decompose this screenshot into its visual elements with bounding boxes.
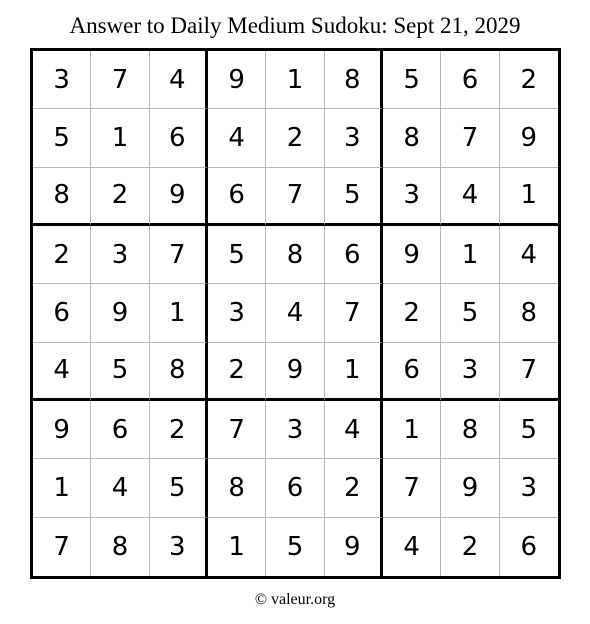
sudoku-cell[interactable]: 6 xyxy=(500,518,558,576)
copyright-footer: © valeur.org xyxy=(254,591,336,608)
sudoku-cell[interactable]: 3 xyxy=(91,226,149,284)
sudoku-cell[interactable]: 7 xyxy=(266,168,324,226)
sudoku-cell[interactable]: 5 xyxy=(91,343,149,401)
sudoku-cell[interactable]: 3 xyxy=(150,518,208,576)
sudoku-cell[interactable]: 6 xyxy=(325,226,383,284)
sudoku-cell[interactable]: 8 xyxy=(325,51,383,109)
sudoku-cell[interactable]: 6 xyxy=(208,168,266,226)
sudoku-cell[interactable]: 3 xyxy=(500,459,558,517)
sudoku-cell[interactable]: 3 xyxy=(383,168,441,226)
sudoku-cell[interactable]: 7 xyxy=(325,284,383,342)
sudoku-cell[interactable]: 6 xyxy=(33,284,91,342)
sudoku-cell[interactable]: 1 xyxy=(266,51,324,109)
sudoku-cell[interactable]: 6 xyxy=(383,343,441,401)
sudoku-cell[interactable]: 5 xyxy=(500,401,558,459)
sudoku-cell[interactable]: 1 xyxy=(325,343,383,401)
sudoku-cell[interactable]: 9 xyxy=(33,401,91,459)
sudoku-cell[interactable]: 4 xyxy=(383,518,441,576)
sudoku-cell[interactable]: 3 xyxy=(33,51,91,109)
sudoku-cell[interactable]: 4 xyxy=(441,168,499,226)
sudoku-cell[interactable]: 2 xyxy=(150,401,208,459)
sudoku-cell[interactable]: 1 xyxy=(500,168,558,226)
sudoku-cell[interactable]: 8 xyxy=(91,518,149,576)
sudoku-cell[interactable]: 9 xyxy=(441,459,499,517)
sudoku-cell[interactable]: 3 xyxy=(266,401,324,459)
sudoku-cell[interactable]: 5 xyxy=(266,518,324,576)
sudoku-cell[interactable]: 2 xyxy=(500,51,558,109)
sudoku-cell[interactable]: 2 xyxy=(91,168,149,226)
sudoku-cell[interactable]: 4 xyxy=(91,459,149,517)
sudoku-cell[interactable]: 8 xyxy=(500,284,558,342)
sudoku-cell[interactable]: 9 xyxy=(325,518,383,576)
sudoku-cell[interactable]: 9 xyxy=(150,168,208,226)
sudoku-cell[interactable]: 6 xyxy=(266,459,324,517)
sudoku-cell[interactable]: 9 xyxy=(266,343,324,401)
sudoku-cell[interactable]: 7 xyxy=(500,343,558,401)
sudoku-cell[interactable]: 4 xyxy=(325,401,383,459)
sudoku-cell[interactable]: 7 xyxy=(208,401,266,459)
sudoku-cell[interactable]: 9 xyxy=(500,109,558,167)
sudoku-cell[interactable]: 4 xyxy=(33,343,91,401)
sudoku-cell[interactable]: 6 xyxy=(91,401,149,459)
sudoku-cell[interactable]: 1 xyxy=(33,459,91,517)
sudoku-cell[interactable]: 3 xyxy=(208,284,266,342)
sudoku-board xyxy=(30,48,561,579)
sudoku-cell[interactable]: 1 xyxy=(91,109,149,167)
sudoku-cell[interactable]: 4 xyxy=(150,51,208,109)
page-title: Answer to Daily Medium Sudoku: Sept 21, 2029 xyxy=(69,13,521,38)
sudoku-cell[interactable]: 2 xyxy=(383,284,441,342)
sudoku-cell[interactable]: 2 xyxy=(208,343,266,401)
sudoku-cell[interactable]: 8 xyxy=(33,168,91,226)
sudoku-cell[interactable]: 2 xyxy=(33,226,91,284)
sudoku-cell[interactable]: 6 xyxy=(150,109,208,167)
sudoku-cell[interactable]: 8 xyxy=(266,226,324,284)
sudoku-cell[interactable]: 7 xyxy=(33,518,91,576)
sudoku-cell[interactable]: 5 xyxy=(208,226,266,284)
sudoku-cell[interactable]: 2 xyxy=(325,459,383,517)
sudoku-cell[interactable]: 1 xyxy=(150,284,208,342)
sudoku-cell[interactable]: 3 xyxy=(325,109,383,167)
sudoku-cell[interactable]: 8 xyxy=(150,343,208,401)
sudoku-cell[interactable]: 9 xyxy=(91,284,149,342)
sudoku-cell[interactable]: 1 xyxy=(208,518,266,576)
sudoku-cell[interactable]: 1 xyxy=(441,226,499,284)
sudoku-cell[interactable]: 1 xyxy=(383,401,441,459)
sudoku-cell[interactable]: 9 xyxy=(208,51,266,109)
sudoku-cell[interactable]: 8 xyxy=(441,401,499,459)
sudoku-cell[interactable]: 8 xyxy=(208,459,266,517)
sudoku-cell[interactable]: 9 xyxy=(383,226,441,284)
sudoku-cell[interactable]: 5 xyxy=(33,109,91,167)
sudoku-cell[interactable]: 7 xyxy=(150,226,208,284)
sudoku-cell[interactable]: 5 xyxy=(441,284,499,342)
sudoku-cell[interactable]: 4 xyxy=(500,226,558,284)
sudoku-cell[interactable]: 7 xyxy=(91,51,149,109)
sudoku-cell[interactable]: 2 xyxy=(441,518,499,576)
sudoku-cell[interactable]: 4 xyxy=(266,284,324,342)
sudoku-cell[interactable]: 8 xyxy=(383,109,441,167)
sudoku-cell[interactable]: 5 xyxy=(383,51,441,109)
sudoku-cell[interactable]: 3 xyxy=(441,343,499,401)
sudoku-cell[interactable]: 5 xyxy=(150,459,208,517)
sudoku-cell[interactable]: 2 xyxy=(266,109,324,167)
sudoku-cell[interactable]: 7 xyxy=(383,459,441,517)
sudoku-cell[interactable]: 6 xyxy=(441,51,499,109)
sudoku-cell[interactable]: 5 xyxy=(325,168,383,226)
sudoku-cell[interactable]: 7 xyxy=(441,109,499,167)
sudoku-cell[interactable]: 4 xyxy=(208,109,266,167)
